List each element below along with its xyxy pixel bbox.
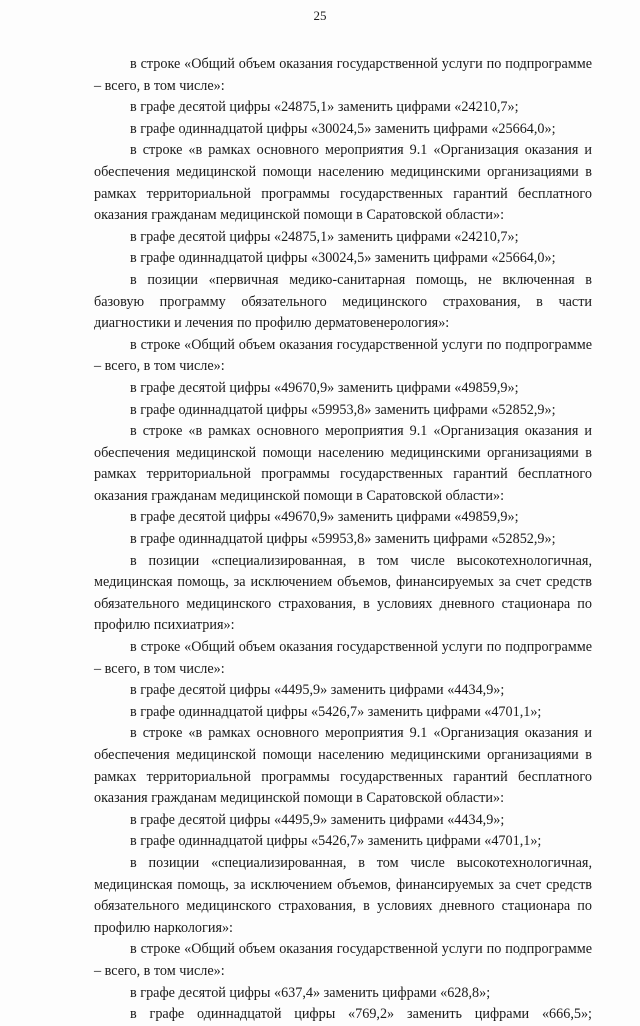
- paragraph: в графе десятой цифры «4495,9» заменить цифрами «4434,9»;: [130, 682, 505, 699]
- paragraph: в строке «в рамках основного мероприятия 9.1 «Организация оказания и обеспечения медицинской помощи населению медицинскими организациями в рамках территориальной программы государственных гарантий бесплатного оказания гражданам медицинской помощи в Саратовской области»:: [94, 423, 592, 504]
- paragraph: в строке «в рамках основного мероприятия 9.1 «Организация оказания и обеспечения медицинской помощи населению медицинскими организациями в рамках территориальной программы государственных гарантий бесплатного оказания гражданам медицинской помощи в Саратовской области»:: [94, 725, 592, 807]
- paragraph: в строке «в рамках основного мероприятия 9.1 «Организация оказания и обеспечения медицинской помощи населению медицинскими организациями в рамках территориальной программы государственных гарантий бесплатного оказания гражданам медицинской помощи в Саратовской области»:: [94, 142, 592, 224]
- paragraph: в графе одиннадцатой цифры «769,2» заменить цифрами «666,5»;: [130, 1006, 592, 1023]
- paragraph: в графе десятой цифры «49670,9» заменить цифрами «49859,9»;: [130, 509, 519, 526]
- paragraph: в графе одиннадцатой цифры «59953,8» заменить цифрами «52852,9»;: [130, 531, 556, 548]
- paragraph: в строке «Общий объем оказания государственной услуги по подпрограмме – всего, в том числе»:: [94, 941, 592, 979]
- paragraph: в строке «Общий объем оказания государственной услуги по подпрограмме – всего, в том числе»:: [94, 56, 592, 94]
- paragraph: в графе десятой цифры «49670,9» заменить цифрами «49859,9»;: [130, 379, 519, 396]
- paragraph: в графе десятой цифры «4495,9» заменить цифрами «4434,9»;: [130, 811, 505, 828]
- paragraph: в позиции «первичная медико-санитарная помощь, не включенная в базовую программу обязательного медицинского страхования, в части диагностики и лечения по профилю дерматовенерология»:: [94, 271, 592, 332]
- paragraph: в графе десятой цифры «24875,1» заменить цифрами «24210,7»;: [130, 228, 519, 245]
- paragraph: в графе одиннадцатой цифры «5426,7» заменить цифрами «4701,1»;: [130, 833, 542, 850]
- paragraph: в строке «Общий объем оказания государственной услуги по подпрограмме – всего, в том числе»:: [94, 336, 592, 375]
- page-number: 25: [313, 8, 327, 23]
- paragraph: в графе одиннадцатой цифры «30024,5» заменить цифрами «25664,0»;: [130, 120, 556, 137]
- paragraph: в графе десятой цифры «24875,1» заменить цифрами «24210,7»;: [130, 99, 519, 116]
- paragraph: в позиции «специализированная, в том числе высокотехнологичная, медицинская помощь, за исключением объемов, финансируемых за счет средств обязательного медицинского страхования, в условиях дневного стационара по профилю психиатрия»:: [94, 552, 592, 634]
- paragraph: в графе десятой цифры «637,4» заменить цифрами «628,8»;: [130, 984, 491, 1001]
- paragraph: в графе одиннадцатой цифры «59953,8» заменить цифрами «52852,9»;: [130, 401, 556, 418]
- paragraph: в позиции «специализированная, в том числе высокотехнологичная, медицинская помощь, за исключением объемов, финансируемых за счет средств обязательного медицинского страхования, в условиях дневного стационара по профилю наркология»:: [94, 854, 592, 936]
- paragraph: в строке «Общий объем оказания государственной услуги по подпрограмме – всего, в том числе»:: [94, 639, 592, 677]
- paragraph: в графе одиннадцатой цифры «30024,5» заменить цифрами «25664,0»;: [130, 250, 556, 267]
- document-body: [94, 54, 592, 1026]
- paragraph: в графе одиннадцатой цифры «5426,7» заменить цифрами «4701,1»;: [130, 703, 542, 720]
